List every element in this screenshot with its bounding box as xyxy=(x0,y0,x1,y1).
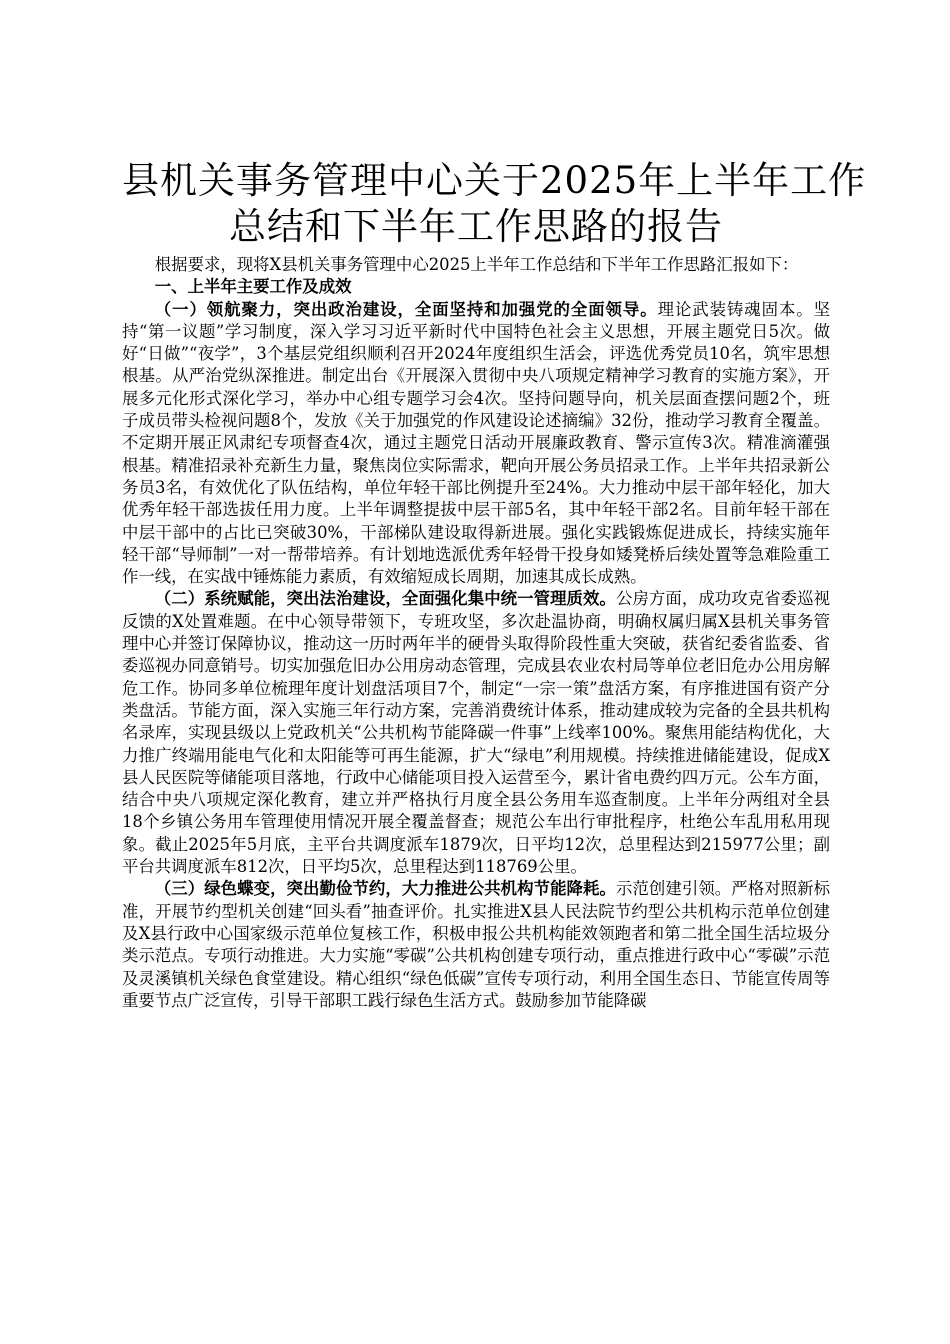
paragraph-3-lead: （三）绿色蝶变，突出勤俭节约，大力推进公共机构节能降耗。 xyxy=(154,879,616,899)
paragraph-2-lead: （二）系统赋能，突出法治建设，全面强化集中统一管理质效。 xyxy=(154,589,616,609)
paragraph-3-text: 示范创建引领。严格对照新标准，开展节约型机关创建“回头看”抽查评价。扎实推进X县人民法院节约型公共机构示范单位创建及X县行政中心国家级示范单位复核工作，积极申报公共机构能效领跑者和第二批全国生活垃圾分类示范点。专项行动推进。大力实施“零碳”公共机构创建专项行动，重点推进行政中心“零碳”示范及灵溪镇机关绿色食堂建设。精心组织“绿色低碳”宣传专项行动，利用全国生态日、节能宣传周等重要节点广泛宣传，引导干部职工践行绿色生活方式。鼓励参加节能降碳 xyxy=(122,879,831,1010)
paragraph-3 xyxy=(122,878,830,1012)
section-heading: 一、上半年主要工作及成效 xyxy=(154,277,352,297)
intro-paragraph: 根据要求，现将X县机关事务管理中心2025上半年工作总结和下半年工作思路汇报如下： xyxy=(154,255,799,274)
title-line-1: 县机关事务管理中心关于2025年上半年工作 xyxy=(122,159,867,202)
paragraph-1-lead: （一）领航聚力，突出政治建设，全面坚持和加强党的全面领导。 xyxy=(154,299,658,319)
paragraph-1 xyxy=(122,299,830,589)
document-title xyxy=(122,158,867,250)
paragraph-2-text: 公房方面，成功攻克省委巡视反馈的X处置难题。在中心领导带领下，专班攻坚，多次赴温协商，明确权属归属X县机关事务管理中心并签订保障协议，推动这一历时两年半的硬骨头取得阶段性重大突破，获省纪委省监委、省委巡视办同意销号。切实加强危旧办公用房动态管理，完成县农业农村局等单位老旧危办公用房解危工作。协同多单位梳理年度计划盘活项目7个，制定“一宗一策”盘活方案，有序推进国有资产分类盘活。节能方面，深入实施三年行动方案，完善消费统计体系，推动建成较为完备的全县共机构名录库，实现县级以上党政机关“公共机构节能降碳一件事”上线率100%。聚焦用能结构优化，大力推广终端用能电气化和太阳能等可再生能源，扩大“绿电”利用规模。持续推进储能建设，促成X县人民医院等储能项目落地，行政中心储能项目投入运营至今，累计省电费约四万元。公车方面，结合中央八项规定深化教育，建立并严格执行月度全县公务用车巡查制度。上半年分两组对全县18个乡镇公务用车管理使用情况开展全覆盖督查；规范公车出行审批程序，杜绝公车乱用私用现象。截止2025年5月底，主平台共调度派车1879次，日平均12次，总里程达到215977公里；副平台共调度派车812次，日平均5次，总里程达到118769公里。 xyxy=(122,589,831,877)
paragraph-1-text: 理论武装铸魂固本。坚持“第一议题”学习制度，深入学习习近平新时代中国特色社会主义思想，开展主题党日5次。做好“日做”“夜学”，3个基层党组织顺利召开2024年度组织生活会，评选优秀党员10名，筑牢思想根基。从严治党纵深推进。制定出台《开展深入贯彻中央八项规定精神学习教育的实施方案》，开展多元化形式深化学习，举办中心组专题学习会4次。坚持问题导向，机关层面查摆问题2个，班子成员带头检视问题8个，发放《关于加强党的作风建设论述摘编》32份，推动学习教育全覆盖。不定期开展正风肃纪专项督查4次，通过主题党日活动开展廉政教育、警示宣传3次。精准滴灌强根基。精准招录补充新生力量，聚焦岗位实际需求，靶向开展公务员招录工作。上半年共招录新公务员3名，有效优化了队伍结构，单位年轻干部比例提升至24%。大力推动中层干部年轻化，加大优秀年轻干部选拔任用力度。上半年调整提拔中层干部5名，其中年轻干部2名。目前年轻干部在中层干部中的占比已突破30%，干部梯队建设取得新进展。强化实践锻炼促进成长，持续实施年轻干部“导师制”一对一帮带培养。有计划地选派优秀年轻骨干投身如矮凳桥后续处置等急难险重工作一线，在实战中锤炼能力素质，有效缩短成长周期，加速其成长成熟。 xyxy=(122,299,831,587)
title-line-2: 总结和下半年工作思路的报告 xyxy=(229,205,723,248)
paragraph-2 xyxy=(122,588,830,878)
document-body xyxy=(122,254,830,1012)
